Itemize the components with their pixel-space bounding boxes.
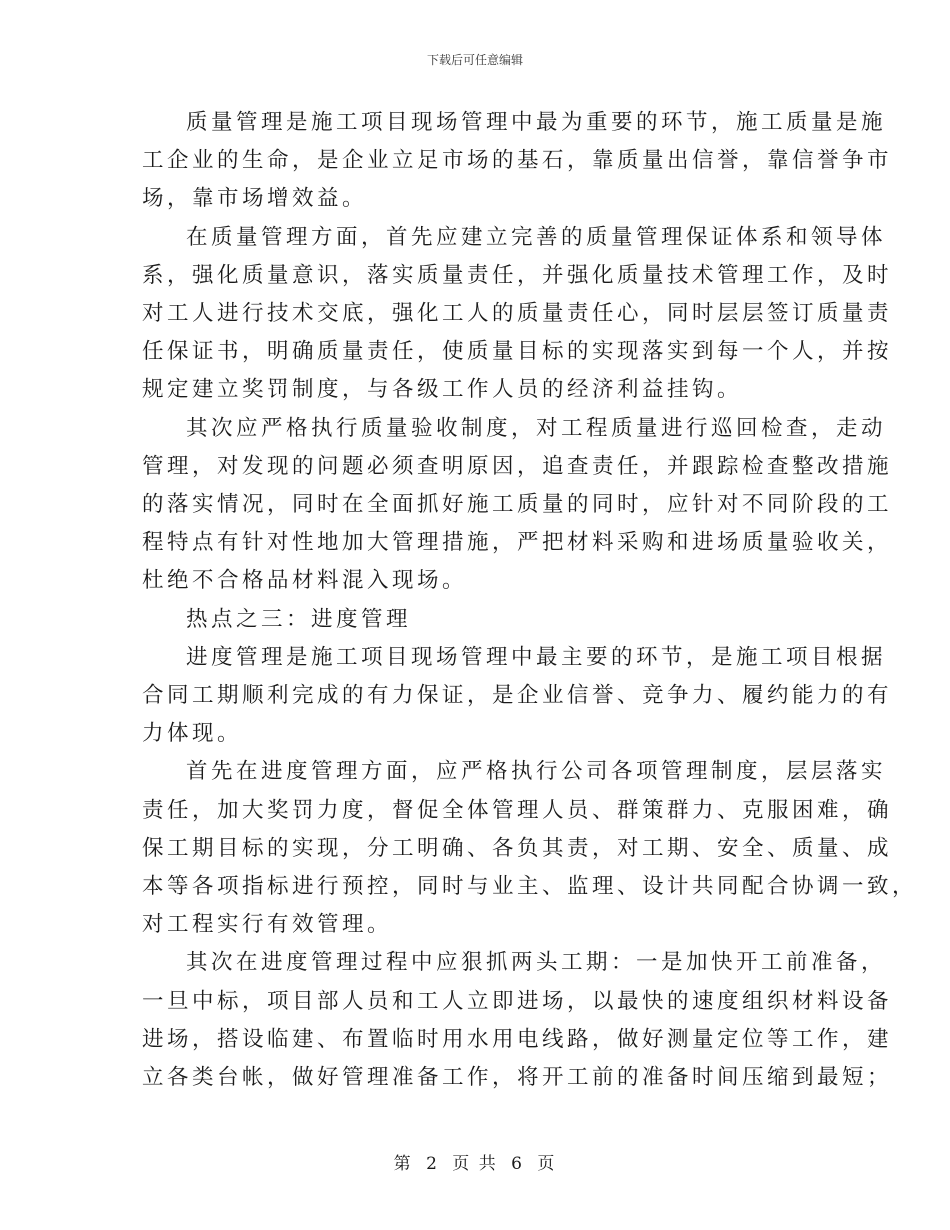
text-line: 对工程实行有效管理。: [142, 912, 393, 938]
text-line: 程特点有针对性地加大管理措施，严把材料采购和进场质量验收关，: [142, 530, 893, 556]
text-line: 本等各项指标进行预控，同时与业主、监理、设计共同配合协调一致，: [142, 874, 918, 900]
text-line: 其次应严格执行质量验收制度，对工程质量进行巡回检查，走动: [186, 415, 887, 441]
text-line: 任保证书，明确质量责任，使质量目标的实现落实到每一个人，并按: [142, 339, 893, 365]
text-line: 进度管理是施工项目现场管理中最主要的环节，是施工项目根据: [186, 644, 887, 670]
text-line: 热点之三：进度管理: [186, 606, 412, 632]
document-body: [142, 104, 918, 1097]
footer-middle: 页 共: [452, 1154, 498, 1174]
text-line: 力体现。: [142, 721, 243, 747]
page-footer: [0, 1153, 950, 1175]
paragraph: [142, 410, 893, 601]
text-line: 首先在进度管理方面，应严格执行公司各项管理制度，层层落实: [186, 759, 887, 785]
paragraph: [142, 104, 893, 219]
paragraph: [142, 944, 893, 1097]
paragraph: [142, 753, 918, 944]
page-header: [0, 52, 950, 68]
text-line: 系，强化质量意识，落实质量责任，并强化质量技术管理工作，及时: [142, 262, 893, 288]
text-line: 质量管理是施工项目现场管理中最为重要的环节，施工质量是施: [186, 110, 887, 135]
paragraph: [142, 639, 893, 754]
text-line: 一旦中标，项目部人员和工人立即进场，以最快的速度组织材料设备: [142, 988, 893, 1014]
paragraph: [142, 219, 893, 410]
text-line: 工企业的生命，是企业立足市场的基石，靠质量出信誉，靠信誉争市: [142, 148, 893, 174]
text-line: 对工人进行技术交底，强化工人的质量责任心，同时层层签订质量责: [142, 301, 893, 327]
text-line: 管理，对发现的问题必须查明原因，追查责任，并跟踪检查整改措施: [142, 453, 893, 479]
footer-suffix: 页: [537, 1154, 557, 1174]
text-line: 责任，加大奖罚力度，督促全体管理人员、群策群力、克服困难，确: [142, 797, 893, 823]
text-line: 立各类台帐，做好管理准备工作，将开工前的准备时间压缩到最短；: [142, 1065, 893, 1091]
header-text: 下载后可任意编辑: [426, 53, 523, 67]
footer-prefix: 第: [393, 1154, 413, 1174]
text-line: 场，靠市场增效益。: [142, 186, 368, 212]
text-line: 合同工期顺利完成的有力保证，是企业信誉、竞争力、履约能力的有: [142, 683, 893, 709]
text-line: 的落实情况，同时在全面抓好施工质量的同时，应针对不同阶段的工: [142, 492, 893, 518]
text-line: 其次在进度管理过程中应狠抓两头工期：一是加快开工前准备，: [186, 950, 887, 976]
current-page-number: 2: [426, 1154, 439, 1174]
text-line: 进场，搭设临建、布置临时用水用电线路，做好测量定位等工作，建: [142, 1026, 893, 1052]
text-line: 保工期目标的实现，分工明确、各负其责，对工期、安全、质量、成: [142, 835, 893, 861]
text-line: 规定建立奖罚制度，与各级工作人员的经济利益挂钩。: [142, 377, 743, 403]
text-line: 杜绝不合格品材料混入现场。: [142, 568, 468, 594]
text-line: 在质量管理方面，首先应建立完善的质量管理保证体系和领导体: [186, 224, 887, 250]
total-pages-number: 6: [511, 1154, 524, 1174]
section-heading: [142, 601, 810, 639]
